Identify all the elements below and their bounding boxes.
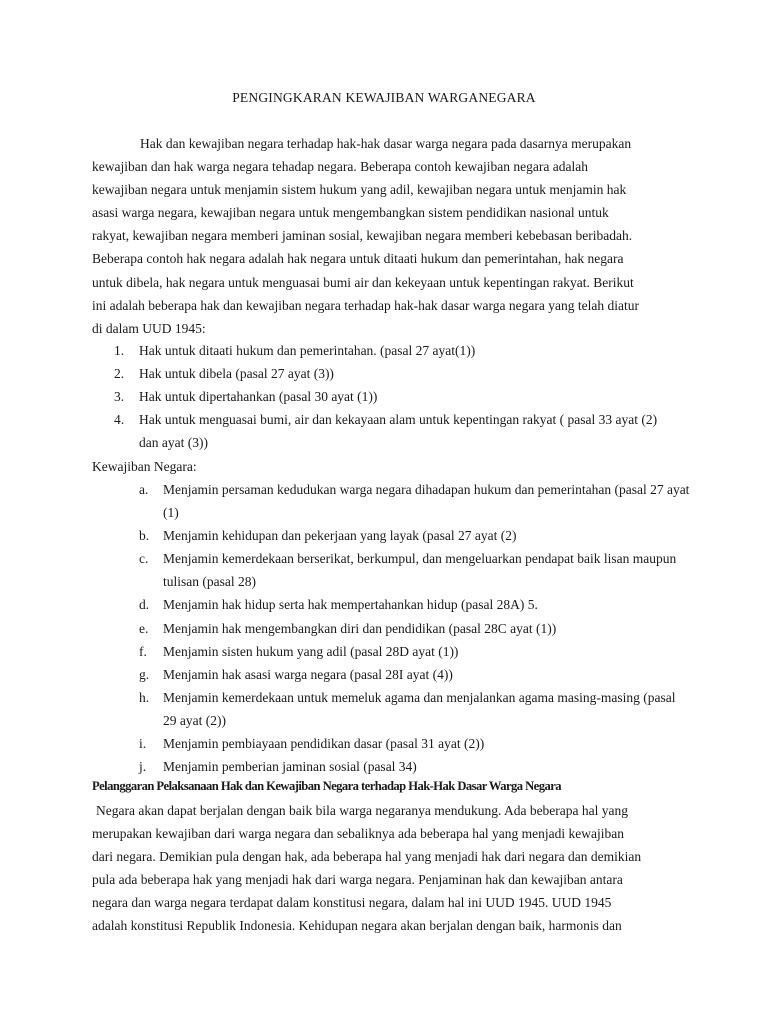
list-item-text: Menjamin hak hidup serta hak mempertahankan hidup (pasal 28A) 5. bbox=[163, 597, 538, 613]
list-marker: g. bbox=[139, 666, 150, 682]
list-marker: 4. bbox=[114, 412, 125, 428]
list-item bbox=[92, 339, 672, 362]
list-item bbox=[92, 663, 692, 686]
list-item-text: Menjamin pemberian jaminan sosial (pasal 34) bbox=[163, 759, 417, 775]
closing-line: dari negara. Demikian pula dengan hak, ada beberapa hal yang menjadi hak dari negara dan demikian bbox=[92, 849, 642, 865]
closing-line: adalah konstitusi Republik Indonesia. Kehidupan negara akan berjalan dengan baik, harmonis dan bbox=[92, 918, 622, 934]
intro-line: untuk dibela, hak negara untuk menguasai bumi air dan kekeyaan untuk kepentingan rakyat. Berikut bbox=[92, 274, 634, 290]
list-item bbox=[92, 755, 692, 778]
list-item-text: Hak untuk ditaati hukum dan pemerintahan. (pasal 27 ayat(1)) bbox=[139, 343, 476, 358]
intro-line: kewajiban negara untuk menjamin sistem hukum yang adil, kewajiban negara untuk menjamin hak bbox=[92, 182, 627, 198]
intro-line: asasi warga negara, kewajiban negara untuk mengembangkan sistem pendidikan nasional untuk bbox=[92, 205, 609, 221]
list-item bbox=[92, 617, 692, 640]
list-item bbox=[92, 408, 672, 454]
list-item bbox=[92, 362, 672, 385]
list-item-text: Menjamin persaman kedudukan warga negara dihadapan hukum dan pemerintahan (pasal 27 ayat (1) bbox=[163, 482, 690, 521]
list-item-text: Menjamin kemerdekaan untuk memeluk agama dan menjalankan agama masing-masing (pasal 29 ayat (2)) bbox=[163, 689, 676, 728]
list-item bbox=[92, 732, 692, 755]
list-marker: f. bbox=[139, 643, 147, 659]
list-marker: j. bbox=[139, 759, 147, 775]
intro-line: Hak dan kewajiban negara terhadap hak-hak dasar warga negara pada dasarnya merupakan bbox=[140, 136, 632, 151]
closing-line: pula ada beberapa hak yang menjadi hak dari warga negara. Penjaminan hak dan kewajiban antara bbox=[92, 872, 623, 888]
list-item bbox=[92, 686, 692, 732]
intro-line: ini adalah beberapa hak dan kewajiban negara terhadap hak-hak dasar warga negara yang telah diatur bbox=[92, 297, 639, 313]
intro-line: Beberapa contoh hak negara adalah hak negara untuk ditaati hukum dan pemerintahan, hak negara bbox=[92, 251, 624, 267]
section-subheading: Pelanggaran Pelaksanaan Hak dan Kewajiban Negara terhadap Hak-Hak Dasar Warga Negara bbox=[92, 779, 562, 793]
list-marker: 2. bbox=[114, 366, 125, 382]
list-item-text: Menjamin kemerdekaan berserikat, berkumpul, dan mengeluarkan pendapat baik lisan maupun tulisan (pasal 28) bbox=[163, 551, 677, 590]
list-marker: d. bbox=[139, 597, 150, 613]
list-marker: a. bbox=[139, 482, 149, 497]
list-item-text: Menjamin kehidupan dan pekerjaan yang layak (pasal 27 ayat (2) bbox=[163, 528, 517, 544]
list-item-text: Menjamin hak asasi warga negara (pasal 28I ayat (4)) bbox=[163, 666, 453, 682]
list-marker: c. bbox=[139, 551, 149, 567]
closing-line: negara dan warga negara terdapat dalam konstitusi negara, dalam hal ini UUD 1945. UUD 1945 bbox=[92, 895, 612, 911]
kewajiban-negara-list bbox=[92, 478, 692, 778]
list-marker: 3. bbox=[114, 389, 125, 405]
intro-line: rakyat, kewajiban negara memberi jaminan sosial, kewajiban negara memberi kebebasan beribadah. bbox=[92, 228, 633, 244]
list-marker: e. bbox=[139, 620, 149, 636]
list-marker: i. bbox=[139, 736, 147, 752]
closing-line: merupakan kewajiban dari warga negara dan sebaliknya ada beberapa hal yang menjadi kewajiban bbox=[92, 826, 625, 842]
intro-paragraph bbox=[92, 132, 672, 340]
list-item-text: Menjamin sisten hukum yang adil (pasal 28D ayat (1)) bbox=[163, 643, 459, 659]
list-item bbox=[92, 640, 692, 663]
list-item-text: Hak untuk dibela (pasal 27 ayat (3)) bbox=[139, 366, 334, 382]
list-item bbox=[92, 524, 692, 547]
list-item-text: Hak untuk menguasai bumi, air dan kekayaan alam untuk kepentingan rakyat ( pasal 33 ayat (2) dan ayat (3)) bbox=[139, 412, 658, 451]
intro-line: di dalam UUD 1945: bbox=[92, 320, 206, 336]
document-title: PENGINGKARAN KEWAJIBAN WARGANEGARA bbox=[232, 90, 536, 105]
list-item-text: Menjamin pembiayaan pendidikan dasar (pasal 31 ayat (2)) bbox=[163, 736, 485, 752]
hak-negara-list bbox=[92, 339, 672, 454]
list-item bbox=[92, 593, 692, 616]
closing-line: Negara akan dapat berjalan dengan baik bila warga negaranya mendukung. Ada beberapa hal yang bbox=[96, 803, 629, 818]
list-item bbox=[92, 385, 672, 408]
list-item-text: Hak untuk dipertahankan (pasal 30 ayat (1)) bbox=[139, 389, 378, 405]
list-marker: b. bbox=[139, 528, 150, 544]
kewajiban-label: Kewajiban Negara: bbox=[92, 459, 197, 474]
list-item bbox=[92, 478, 692, 524]
closing-paragraph bbox=[92, 799, 682, 938]
list-item-text: Menjamin hak mengembangkan diri dan pendidikan (pasal 28C ayat (1)) bbox=[163, 620, 557, 636]
list-marker: h. bbox=[139, 689, 150, 705]
intro-line: kewajiban dan hak warga negara tehadap negara. Beberapa contoh kewajiban negara adalah bbox=[92, 159, 588, 175]
list-marker: 1. bbox=[114, 343, 125, 358]
list-item bbox=[92, 547, 692, 593]
